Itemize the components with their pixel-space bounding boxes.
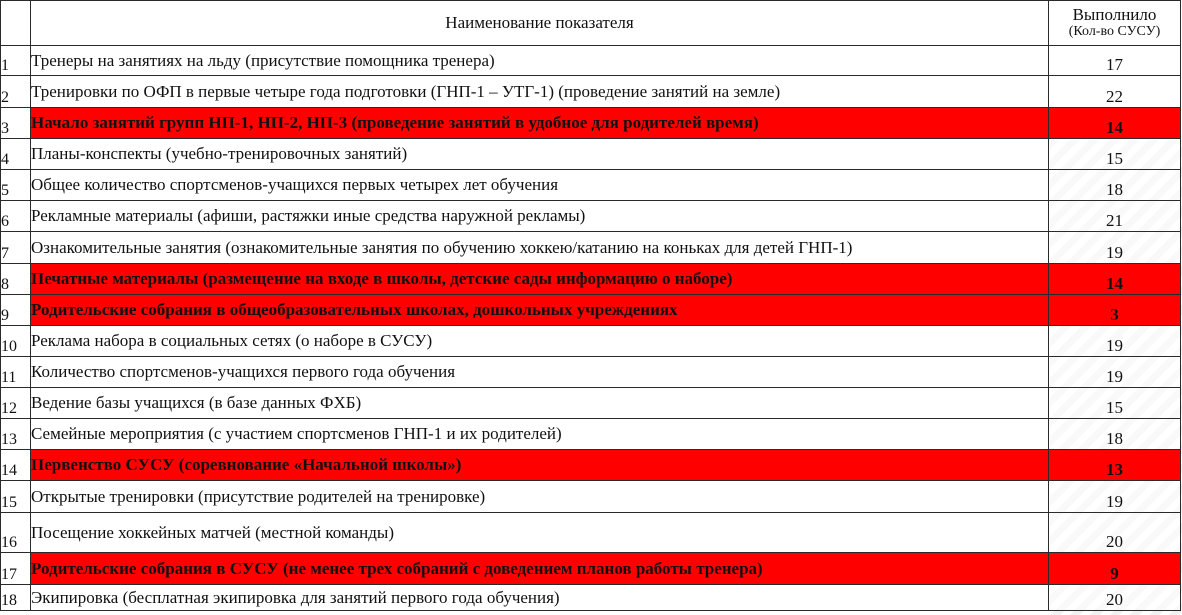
header-completed-label: Выполнило <box>1072 5 1157 24</box>
indicator-name: Первенство СУСУ (соревнование «Начальной школы») <box>31 450 1049 481</box>
table-row <box>1 585 1181 611</box>
completed-count: 18 <box>1049 170 1181 201</box>
row-number: 10 <box>1 326 31 357</box>
indicator-name: Начало занятий групп НП-1, НП-2, НП-3 (проведение занятий в удобное для родителей время) <box>31 108 1049 139</box>
indicator-name: Тренеры на занятиях на льду (присутствие помощника тренера) <box>31 46 1049 76</box>
row-number: 8 <box>1 264 31 295</box>
indicator-name: Печатные материалы (размещение на входе в школы, детские сады информацию о наборе) <box>31 264 1049 295</box>
row-number: 12 <box>1 388 31 419</box>
header-completed-count <box>1049 1 1181 46</box>
indicator-name: Ознакомительные занятия (ознакомительные занятия по обучению хоккею/катанию на коньках для детей ГНП-1) <box>31 232 1049 264</box>
indicator-name: Экипировка (бесплатная экипировка для занятий первого года обучения) <box>31 585 1049 611</box>
row-number: 16 <box>1 513 31 553</box>
indicator-name: Планы-конспекты (учебно-тренировочных занятий) <box>31 139 1049 170</box>
table-row <box>1 170 1181 201</box>
row-number: 4 <box>1 139 31 170</box>
header-completed-sublabel: (Кол-во СУСУ) <box>1068 24 1161 39</box>
table-row <box>1 139 1181 170</box>
completed-count: 15 <box>1049 139 1181 170</box>
indicator-name: Рекламные материалы (афиши, растяжки иные средства наружной рекламы) <box>31 201 1049 232</box>
table-row <box>1 419 1181 450</box>
row-number: 15 <box>1 481 31 513</box>
indicator-name: Посещение хоккейных матчей (местной команды) <box>31 513 1049 553</box>
indicator-name: Родительские собрания в общеобразовательных школах, дошкольных учреждениях <box>31 295 1049 326</box>
row-number: 17 <box>1 553 31 585</box>
row-number: 18 <box>1 585 31 611</box>
completed-count: 20 <box>1049 513 1181 553</box>
row-number: 11 <box>1 357 31 388</box>
indicator-name: Тренировки по ОФП в первые четыре года подготовки (ГНП-1 – УТГ-1) (проведение занятий на земле) <box>31 76 1049 108</box>
header-indicator-name: Наименование показателя <box>31 1 1049 46</box>
header-number-cell <box>1 1 31 46</box>
table-row <box>1 481 1181 513</box>
completed-count: 18 <box>1049 419 1181 450</box>
table-row <box>1 108 1181 139</box>
completed-count: 19 <box>1049 326 1181 357</box>
indicator-name: Семейные мероприятия (с участием спортсменов ГНП-1 и их родителей) <box>31 419 1049 450</box>
row-number: 13 <box>1 419 31 450</box>
indicator-name: Реклама набора в социальных сетях (о наборе в СУСУ) <box>31 326 1049 357</box>
indicator-name: Родительские собрания в СУСУ (не менее трех собраний с доведением планов работы тренера) <box>31 553 1049 585</box>
indicator-name: Ведение базы учащихся (в базе данных ФХБ) <box>31 388 1049 419</box>
table-row <box>1 357 1181 388</box>
indicator-name: Открытые тренировки (присутствие родителей на тренировке) <box>31 481 1049 513</box>
row-number: 9 <box>1 295 31 326</box>
completed-count: 19 <box>1049 232 1181 264</box>
row-number: 3 <box>1 108 31 139</box>
table-row <box>1 295 1181 326</box>
completed-count: 3 <box>1049 295 1181 326</box>
table-header-row <box>1 1 1181 46</box>
completed-count: 17 <box>1049 46 1181 76</box>
completed-count: 14 <box>1049 108 1181 139</box>
row-number: 5 <box>1 170 31 201</box>
table-row <box>1 513 1181 553</box>
row-number: 6 <box>1 201 31 232</box>
completed-count: 19 <box>1049 357 1181 388</box>
completed-count: 21 <box>1049 201 1181 232</box>
table-row <box>1 450 1181 481</box>
completed-count: 19 <box>1049 481 1181 513</box>
completed-count: 9 <box>1049 553 1181 585</box>
table-row <box>1 326 1181 357</box>
indicator-name: Общее количество спортсменов-учащихся первых четырех лет обучения <box>31 170 1049 201</box>
indicator-name: Количество спортсменов-учащихся первого года обучения <box>31 357 1049 388</box>
completed-count: 20 <box>1049 585 1181 611</box>
row-number: 14 <box>1 450 31 481</box>
table-row <box>1 232 1181 264</box>
table-row <box>1 46 1181 76</box>
table-row <box>1 76 1181 108</box>
completed-count: 13 <box>1049 450 1181 481</box>
completed-count: 14 <box>1049 264 1181 295</box>
table-body <box>1 46 1181 611</box>
completed-count: 22 <box>1049 76 1181 108</box>
table-row <box>1 388 1181 419</box>
row-number: 7 <box>1 232 31 264</box>
row-number: 2 <box>1 76 31 108</box>
table-row <box>1 264 1181 295</box>
table-row <box>1 553 1181 585</box>
completed-count: 15 <box>1049 388 1181 419</box>
table-row <box>1 201 1181 232</box>
row-number: 1 <box>1 46 31 76</box>
